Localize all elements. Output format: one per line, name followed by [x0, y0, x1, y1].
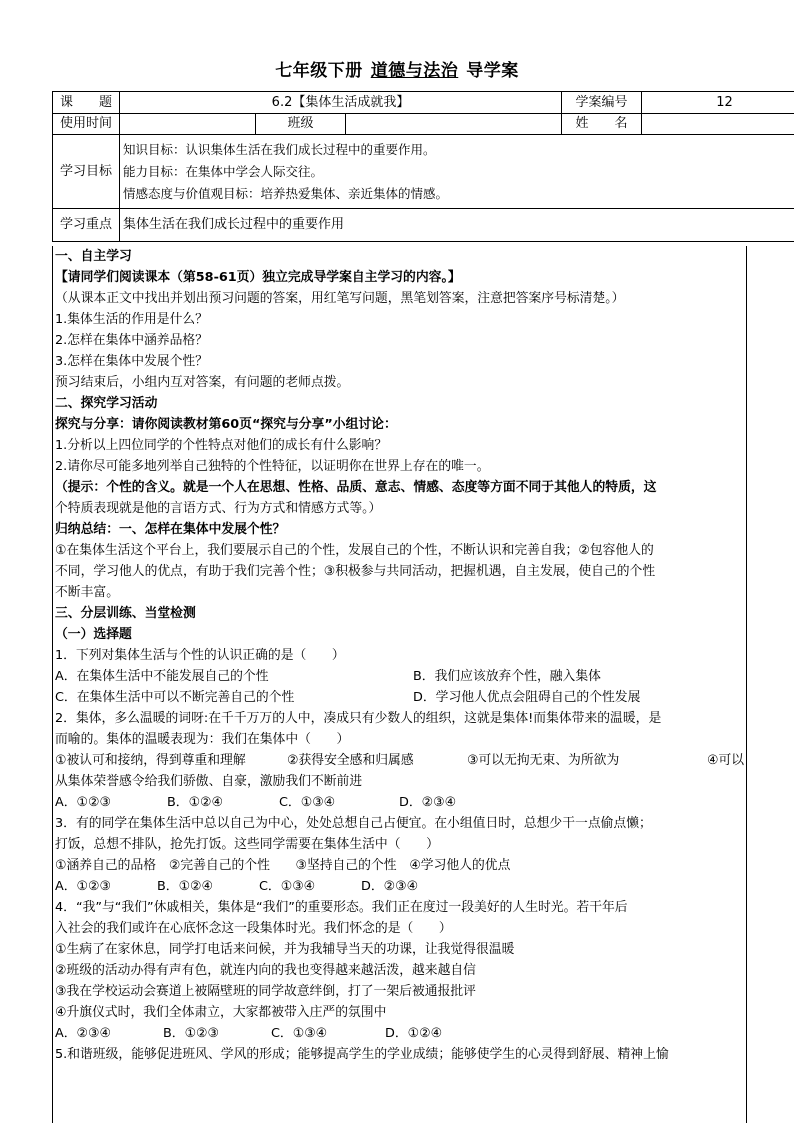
sec2-s1: ①在集体生活这个平台上，我们要展示自己的个性，发展自己的个性，不断认识和完善自我；②包容他人的: [55, 543, 654, 558]
class-value[interactable]: [346, 114, 562, 135]
name-label: 姓 名: [562, 114, 642, 135]
sec2-hint2: 个特质表现就是他的言语方式、行为方式和情感方式等。）: [55, 501, 382, 516]
q3-statements: ①涵养自己的品格 ②完善自己的个性 ③坚持自己的个性 ④学习他人的优点: [55, 858, 511, 873]
sec2-summary: 归纳总结：一、怎样在集体中发展个性？: [55, 522, 286, 537]
q1-stem: 1．下列对集体生活与个性的认识正确的是（ ）: [55, 648, 345, 663]
q2-stem-1: 2．集体，多么温暖的词呀:在千千万万的人中，凑成只有少数人的组织，这就是集体!而集体带来的温暖，是: [55, 711, 662, 726]
header-table: [52, 91, 794, 242]
q1-option-b[interactable]: B．我们应该放弃个性，融入集体: [413, 669, 601, 684]
focus-value: 集体生活在我们成长过程中的重要作用: [120, 209, 794, 242]
sec3-sub: （一）选择题: [55, 627, 132, 642]
q1-option-a[interactable]: A．在集体生活中不能发展自己的个性: [55, 669, 269, 684]
q2-statement-1: ①被认可和接纳，得到尊重和理解: [55, 753, 246, 768]
content-area: [52, 246, 747, 1123]
q1-options-ab: [53, 666, 747, 687]
sec1-q1: 1.集体生活的作用是什么？: [55, 312, 208, 327]
q4-option-d[interactable]: D．①②④: [385, 1026, 443, 1041]
q2-option-a[interactable]: A．①②③: [55, 795, 111, 810]
sec1-end: 预习结束后，小组内互对答案，有问题的老师点拨。: [55, 375, 350, 390]
q2-option-c[interactable]: C．①③④: [279, 795, 336, 810]
sec2-hint1: （提示：个性的含义。就是一个人在思想、性格、品质、意志、情感、态度等方面不同于其他人的特质，这: [55, 480, 657, 495]
time-value[interactable]: [120, 114, 256, 135]
time-label: 使用时间: [53, 114, 120, 135]
goal-ability: 能力目标：在集体中学会人际交往。: [123, 163, 324, 179]
page-title: [0, 56, 794, 81]
q4-stem-2: 入社会的我们或许在心底怀念这一段集体时光。我们怀念的是（ ）: [55, 921, 452, 936]
sec1-q2: 2.怎样在集体中涵养品格？: [55, 333, 208, 348]
q2-option-d[interactable]: D．②③④: [399, 795, 457, 810]
sec1-q3: 3.怎样在集体中发展个性？: [55, 354, 208, 369]
code-label: 学案编号: [562, 92, 642, 114]
title-prefix: 七年级下册: [275, 61, 363, 81]
name-value[interactable]: [642, 114, 794, 135]
course-value: 6.2【集体生活成就我】: [120, 92, 562, 114]
q2-stem-2: 而喻的。集体的温暖表现为：我们在集体中（ ）: [55, 732, 350, 747]
q2-statement-4-cont: 从集体荣誉感令给我们骄傲、自豪，激励我们不断前进: [55, 774, 363, 789]
q4-stem-1: 4．“我”与“我们”休戚相关，集体是“我们”的重要形态。我们正在度过一段美好的人生时光。若干年后: [55, 900, 628, 915]
sec2-s2: 不同，学习他人的优点，有助于我们完善个性；③积极参与共同活动，把握机遇，自主发展，使自己的个性: [55, 564, 656, 579]
q4-statement-2: ②班级的活动办得有声有色，就连内向的我也变得越来越活泼，越来越自信: [55, 963, 476, 978]
title-suffix: 导学案: [466, 61, 519, 81]
sec2-e1: 1.分析以上四位同学的个性特点对他们的成长有什么影响？: [55, 438, 388, 453]
sec2-e2: 2.请你尽可能多地列举自己独特的个性特征，以证明你在世界上存在的唯一。: [55, 459, 490, 474]
focus-label: 学习重点: [53, 209, 120, 242]
course-label: 课 题: [53, 92, 120, 114]
sec1-heading: 一、自主学习: [55, 249, 132, 264]
code-value: 12: [642, 92, 794, 114]
q3-option-a[interactable]: A．①②③: [55, 879, 111, 894]
q2-options: [53, 792, 747, 813]
q4-statement-1: ①生病了在家休息，同学打电话来问候，并为我辅导当天的功课，让我觉得很温暖: [55, 942, 515, 957]
q2-statement-3: ③可以无拘无束、为所欲为: [467, 753, 620, 768]
q3-option-c[interactable]: C．①③④: [259, 879, 316, 894]
q3-option-b[interactable]: B．①②④: [157, 879, 213, 894]
title-subject: 道德与法治: [370, 61, 459, 81]
sec3-heading: 三、分层训练、当堂检测: [55, 606, 196, 621]
q2-statement-4: ④可以: [707, 753, 745, 768]
q3-option-d[interactable]: D．②③④: [361, 879, 419, 894]
sec2-explore: 探究与分享：请你阅读教材第60页“探究与分享”小组讨论：: [55, 417, 397, 432]
q2-option-b[interactable]: B．①②④: [167, 795, 223, 810]
q4-option-c[interactable]: C．①③④: [271, 1026, 328, 1041]
goal-knowledge: 知识目标：认识集体生活在我们成长过程中的重要作用。: [123, 141, 436, 157]
q4-option-b[interactable]: B．①②③: [163, 1026, 219, 1041]
q1-options-cd: [53, 687, 747, 708]
q2-statement-2: ②获得安全感和归属感: [287, 753, 414, 768]
q4-statement-3: ③我在学校运动会赛道上被隔壁班的同学故意绊倒，打了一架后被通报批评: [55, 984, 476, 999]
q3-stem-2: 打饭，总想不排队，抢先打饭。这些同学需要在集体生活中（ ）: [55, 837, 439, 852]
class-label: 班级: [256, 114, 346, 135]
q4-option-a[interactable]: A．②③④: [55, 1026, 111, 1041]
q1-option-d[interactable]: D．学习他人优点会阻碍自己的个性发展: [413, 690, 641, 705]
q2-statements: [53, 750, 747, 771]
q5-stem-1: 5.和谐班级，能够促进班风、学风的形成；能够提高学生的学业成绩；能够使学生的心灵得到舒展、精神上愉: [55, 1047, 669, 1062]
goals-label: 学习目标: [53, 135, 120, 209]
q4-options: [53, 1023, 747, 1044]
goal-attitude: 情感态度与价值观目标：培养热爱集体、亲近集体的情感。: [123, 185, 449, 201]
sec2-s3: 不断丰富。: [55, 585, 119, 600]
sec2-heading: 二、探究学习活动: [55, 396, 158, 411]
sec1-note: （从课本正文中找出并划出预习问题的答案，用红笔写问题，黑笔划答案，注意把答案序号标清楚。）: [55, 291, 625, 306]
goals-cell: [120, 135, 794, 209]
q1-option-c[interactable]: C．在集体生活中可以不断完善自己的个性: [55, 690, 295, 705]
q4-statement-4: ④升旗仪式时，我们全体肃立，大家都被带入庄严的氛围中: [55, 1005, 387, 1020]
q3-options: [53, 876, 747, 897]
sec1-instruction: 【请同学们阅读课本（第58-61页）独立完成导学案自主学习的内容。】: [55, 270, 461, 285]
q3-stem-1: 3．有的同学在集体生活中总以自己为中心，处处总想自己占便宜。在小组值日时，总想少干一点偷点懒；: [55, 816, 652, 831]
